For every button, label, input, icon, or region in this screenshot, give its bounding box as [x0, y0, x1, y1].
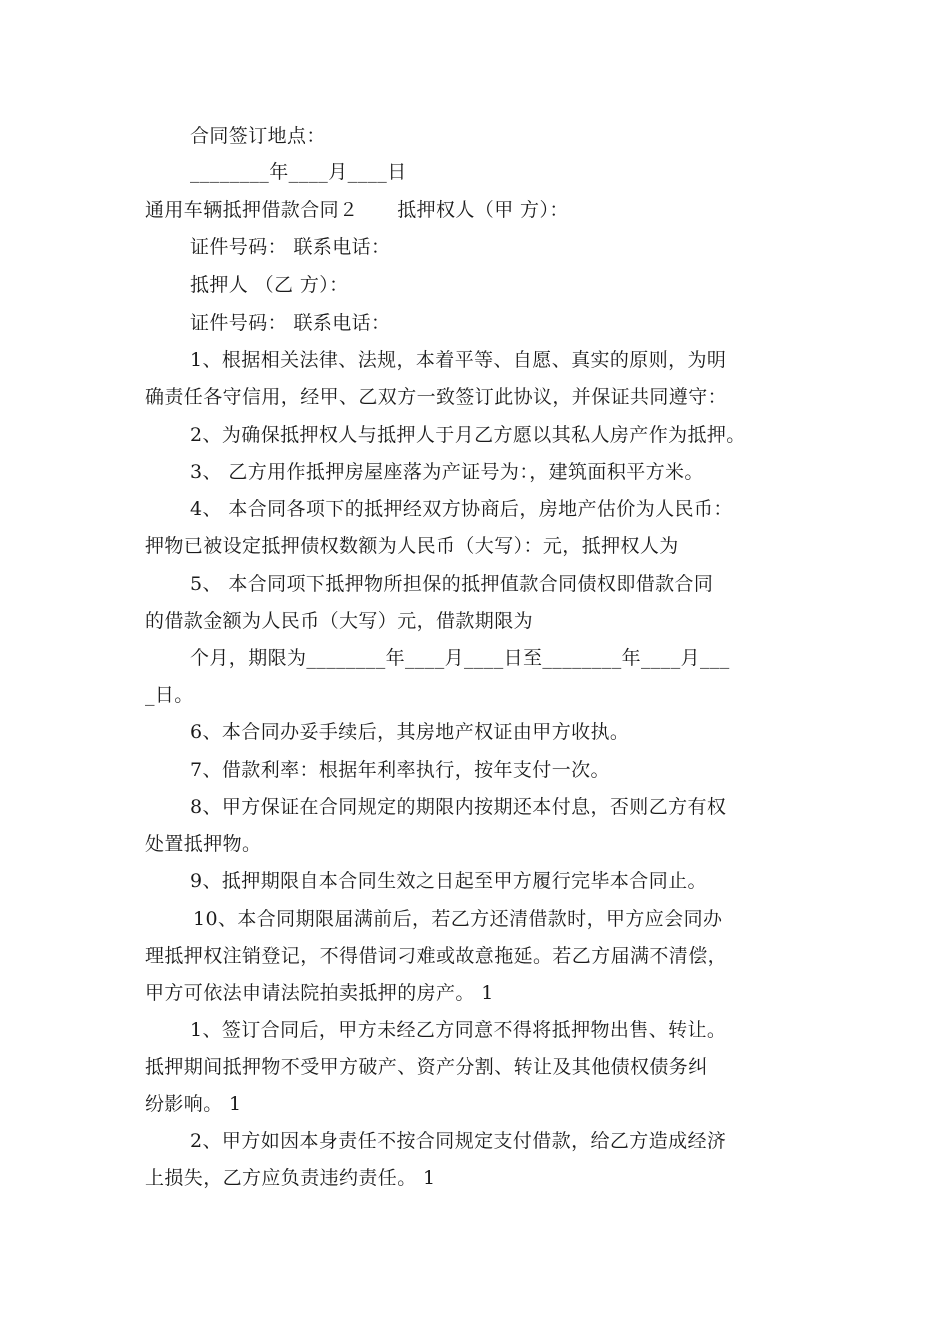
term-2-line-1: 2、甲方如因本身责任不按合同规定支付借款，给乙方造成经济	[190, 1130, 727, 1152]
party-a-id-line: 证件号码： 联系电话：	[190, 236, 391, 258]
clause-4-line-2: 押物已被设定抵押债权数额为人民币（大写）：元，抵押权人为	[145, 535, 679, 557]
party-b-id-line: 证件号码： 联系电话：	[190, 312, 391, 334]
term-1-line-1: 1、签订合同后，甲方未经乙方同意不得将抵押物出售、转让。	[190, 1019, 727, 1041]
clause-2-line: 2、为确保抵押权人与抵押人于月乙方愿以其私人房产作为抵押。	[190, 424, 746, 446]
clause-6-line: 6、本合同办妥手续后，其房地产权证由甲方收执。	[190, 721, 630, 743]
clause-8-line-2: 处置抵押物。	[145, 833, 262, 855]
clause-5-line-3: 个月，期限为________年____月____日至________年____月___	[190, 647, 730, 669]
clause-3-line: 3、 乙方用作抵押房屋座落为产证号为：，建筑面积平方米。	[190, 461, 704, 483]
clause-10-line-1: 10、本合同期限届满前后，若乙方还清借款时，甲方应会同办	[193, 908, 723, 930]
clause-10-line-3: 甲方可依法申请法院拍卖抵押的房产。 1	[145, 982, 494, 1004]
clause-1-line-1: 1、根据相关法律、法规，本着平等、自愿、真实的原则，为明	[190, 349, 727, 371]
term-1-line-2: 抵押期间抵押物不受甲方破产、资产分割、转让及其他债权债务纠	[145, 1056, 708, 1078]
clause-4-line-1: 4、 本合同各项下的抵押经双方协商后，房地产估价为人民币：	[190, 498, 733, 520]
contract-title-line: 通用车辆抵押借款合同２ 抵押权人（甲 方）：	[145, 199, 569, 221]
term-2-line-2: 上损失，乙方应负责违约责任。 1	[145, 1167, 436, 1189]
signing-place-line: 合同签订地点：	[190, 125, 326, 147]
clause-10-line-2: 理抵押权注销登记，不得借词刁难或故意拖延。若乙方届满不清偿，	[145, 945, 728, 967]
clause-7-line: 7、借款利率：根据年利率执行，按年支付一次。	[190, 759, 610, 781]
clause-5-line-2: 的借款金额为人民币（大写）元，借款期限为	[145, 610, 534, 632]
clause-5-line-1: 5、 本合同项下抵押物所担保的抵押值款合同债权即借款合同	[190, 573, 714, 595]
clause-5-line-4: _日。	[145, 684, 194, 706]
party-b-line: 抵押人 （乙 方）：	[190, 274, 349, 296]
clause-8-line-1: 8、甲方保证在合同规定的期限内按期还本付息，否则乙方有权	[190, 796, 727, 818]
clause-1-line-2: 确责任各守信用，经甲、乙双方一致签订此协议，并保证共同遵守：	[145, 386, 728, 408]
signing-date-line: ________年____月____日	[190, 161, 407, 183]
term-1-line-3: 纷影响。 1	[145, 1093, 242, 1115]
clause-9-line: 9、抵押期限自本合同生效之日起至甲方履行完毕本合同止。	[190, 870, 707, 892]
